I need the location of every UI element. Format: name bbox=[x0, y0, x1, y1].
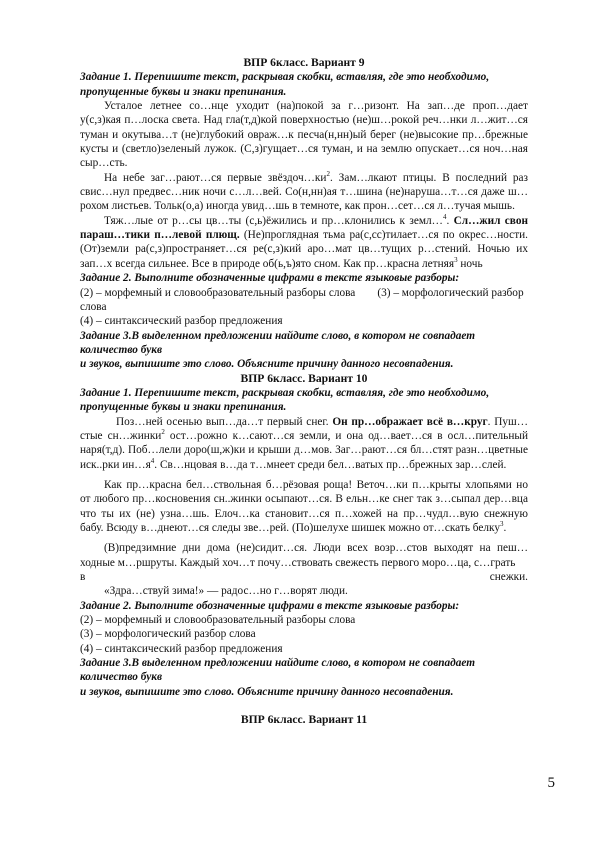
text-span: ост…рожно к…сают…ся земли, и она од…вает…ся в осл…пительный наря(т,д). Поб…лели доро(ш,ж)ки и крыши д…мов. Заг…рают…ся бл…стят разн…цветные иск..рки ин…я bbox=[80, 429, 528, 471]
variant10-paragraph-4: «Здра…ствуй зима!» — радос…но г…ворят люди. bbox=[104, 585, 348, 598]
variant9-task2-item-4: (4) – синтаксический разбор предложения bbox=[80, 315, 283, 328]
footnote-mark: 2 bbox=[161, 428, 165, 437]
text-span: Как пр…красна бел…ствольная б…рёзовая роща! Веточ…ки п…крыты хлопьями но от любого пр…косновения сн..жинки осыпают…ся. В ельн…ке снег так з…сыпал дер…вца что ты их (не) узна…шь. Елоч…ка становит…ся п…хожей на пр…чудл…вую снежную бабу. Всюду в…днеют…ся следы зве…рей. (По)шелухе шишек можно от…скать белку bbox=[80, 478, 528, 534]
document-page bbox=[80, 56, 528, 727]
text-span: . bbox=[446, 214, 454, 227]
variant10-task2-item-3: (3) – морфологический разбор слова bbox=[80, 628, 256, 641]
variant10-paragraph-1 bbox=[80, 415, 528, 472]
text-span: (Не)проглядная тьма ра(с,сс)тилает…ся по окрес…ности. (От)земли ра(с,з)пространяет…ся ре(с,з)кий аро…мат цв…тущих р…стений. Ночью их зап…х всегда сильнее. Все в природе об(ь,ъ)ято сном. Как пр…красна летняя bbox=[80, 229, 529, 270]
text-span: снежки. bbox=[489, 571, 528, 584]
footnote-mark: 4 bbox=[150, 456, 155, 465]
variant10-task2: Задание 2. Выполните обозначенные цифрами в тексте языковые разборы: bbox=[80, 599, 460, 612]
footnote-mark: 4 bbox=[442, 213, 447, 222]
text-span: ночь bbox=[457, 257, 483, 270]
text-span: Поз…ней осенью вып…да…т первый снег. bbox=[116, 415, 333, 428]
variant10-task3: Задание 3.В выделенном предложении найдите слово, в котором не совпадает количество букв bbox=[80, 657, 476, 684]
variant10-paragraph-2 bbox=[80, 478, 528, 535]
variant9-task2: Задание 2. Выполните обозначенные цифрами в тексте языковые разборы: bbox=[80, 272, 460, 285]
page-number: 5 bbox=[547, 775, 555, 791]
variant9-paragraph-3 bbox=[80, 214, 528, 271]
task-item: (2) – морфемный и словообразовательный разборы слова bbox=[80, 286, 356, 299]
footnote-mark: 3 bbox=[500, 520, 504, 529]
variant9-task2-item-2b: слова bbox=[80, 300, 107, 313]
variant10-task1: Задание 1. Перепишите текст, раскрывая скобки, вставляя, где это необходимо, пропущенные буквы и знаки препинания. bbox=[80, 386, 490, 414]
variant10-task2-item-2: (2) – морфемный и словообразовательный разборы слова bbox=[80, 614, 356, 627]
highlighted-sentence: Он пр…ображает всё в…круг bbox=[332, 415, 488, 428]
text-span: Тяж…лые от р…сы цв…ты (с,ь)ёжились и пр…клонились к земл… bbox=[104, 214, 443, 227]
spacer bbox=[80, 699, 528, 713]
text-span: . Зам…лкают птицы. В последний раз свис…нул предвес…ник ночи с…л…вей. Со(н,нн)ая т…шина (не)наруша…т…ся даже ш…рохом листьев. Тольк(о,а) иногда увид…шь в темноте, как прон…сет…ся л…тучая мышь. bbox=[80, 171, 528, 213]
variant9-title: ВПР 6класс. Вариант 9 bbox=[243, 56, 365, 69]
variant10-task2-item-4: (4) – синтаксический разбор предложения bbox=[80, 642, 283, 655]
variant10-task3-cont: и звуков, выпишите это слово. Объясните причину данного несовпадения. bbox=[80, 685, 454, 698]
task-item: (3) – морфологический разбор bbox=[377, 286, 524, 299]
variant10-title: ВПР 6класс. Вариант 10 bbox=[240, 371, 368, 385]
variant9-task3-cont: и звуков, выпишите это слово. Объясните причину данного несовпадения. bbox=[80, 358, 454, 371]
footnote-mark: 2 bbox=[326, 169, 330, 178]
variant9-task2-item-2 bbox=[80, 286, 528, 300]
text-span: . bbox=[503, 522, 507, 534]
text-span: . Пуш…стые сн…жинки bbox=[80, 415, 529, 442]
footnote-mark: 3 bbox=[454, 256, 458, 265]
text-span: . Св…нцовая в…да т…мнеет среди бел…ватых пр…брежных зар…слей. bbox=[154, 458, 507, 471]
variant10-paragraph-3-end bbox=[80, 570, 528, 584]
variant9-paragraph-1: Усталое летнее со…нце уходит (на)покой за г…ризонт. На зап…де проп…дает у(с,з)кая п…лоска света. Над гла(т,д)кой поверхностью (не)ш…рокой реч…нки л…жит…ся туман и окутыва…т (не)глубокий овраж…к песча(н,нн)ый берег (не)высокие пр…брежные кусты и (светло)зеленый лужок. (С,з)гущает…ся туман, и на землю опускает…ся ноч…ная сыр…сть. bbox=[80, 100, 528, 170]
variant9-task1: Задание 1. Перепишите текст, раскрывая скобки, вставляя, где это необходимо, пропущенные буквы и знаки препинания. bbox=[80, 71, 490, 98]
variant11-title: ВПР 6класс. Вариант 11 bbox=[240, 713, 368, 727]
text-span: На небе заг…рают…ся первые звёздоч…ки bbox=[104, 171, 327, 184]
variant9-task3: Задание 3.В выделенном предложении найдите слово, в котором не совпадает количество букв bbox=[80, 329, 476, 356]
variant9-paragraph-2 bbox=[80, 171, 528, 214]
highlighted-sentence: Сл…жил свон параш…тики п…левой плющ. bbox=[80, 214, 528, 242]
text-span: в bbox=[80, 571, 86, 584]
variant10-paragraph-3: (В)предзимние дни дома (не)сидит…ся. Люди всех возр…стов выходят на пеш…ходные м…ршруты. Каждый хоч…т почу…ствовать свежесть первого моро…ца, с…грать bbox=[80, 542, 528, 569]
